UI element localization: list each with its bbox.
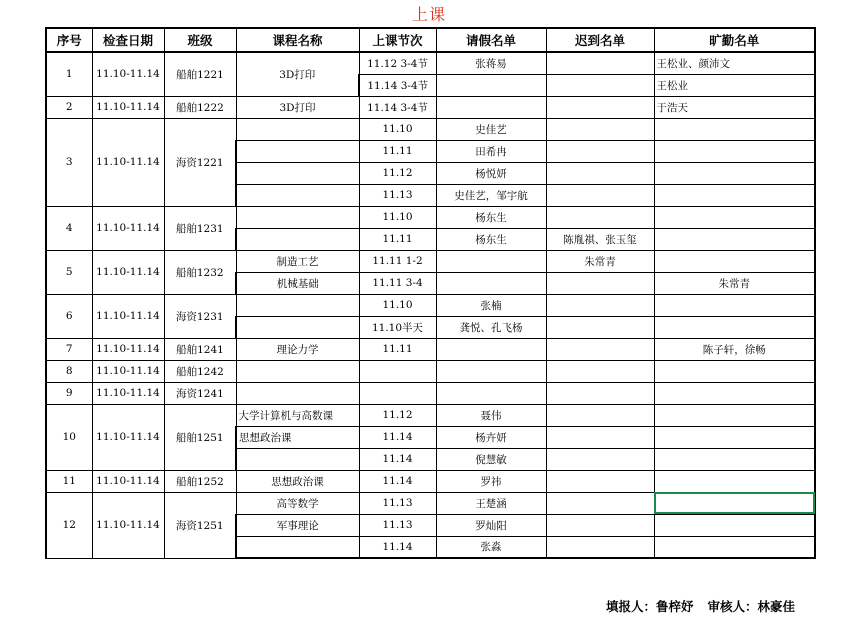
cell-course[interactable] bbox=[236, 118, 359, 140]
cell-period[interactable]: 11.14 bbox=[359, 426, 436, 448]
cell-course[interactable] bbox=[236, 360, 359, 382]
header-cell-class[interactable]: 班级 bbox=[164, 28, 236, 52]
cell-no[interactable]: 10 bbox=[46, 404, 92, 470]
table-row bbox=[46, 206, 815, 228]
cell-absent[interactable] bbox=[654, 426, 815, 448]
cell-leave[interactable] bbox=[436, 382, 546, 404]
cell-period[interactable]: 11.11 bbox=[359, 140, 436, 162]
cell-late[interactable] bbox=[546, 382, 654, 404]
cell-leave[interactable] bbox=[436, 360, 546, 382]
table-row bbox=[46, 360, 815, 382]
cell-period[interactable]: 11.14 3-4节 bbox=[359, 74, 436, 96]
header-cell-course[interactable]: 课程名称 bbox=[236, 28, 359, 52]
cell-course[interactable]: 3D打印 bbox=[236, 52, 359, 96]
header-cell-date[interactable]: 检查日期 bbox=[92, 28, 164, 52]
cell-absent[interactable]: 王松业 bbox=[654, 74, 815, 96]
cell-period[interactable]: 11.13 bbox=[359, 184, 436, 206]
cell-absent[interactable] bbox=[654, 448, 815, 470]
cell-late[interactable] bbox=[546, 316, 654, 338]
table-row bbox=[46, 250, 815, 272]
cell-absent[interactable] bbox=[654, 382, 815, 404]
cell-absent[interactable] bbox=[654, 514, 815, 536]
reviewer-label: 审核人：林豪佳 bbox=[707, 599, 796, 614]
cell-course[interactable] bbox=[236, 184, 359, 206]
cell-period[interactable]: 11.11 3-4 bbox=[359, 272, 436, 294]
cell-class[interactable]: 船舶1231 bbox=[164, 206, 236, 250]
cell-class[interactable]: 船舶1241 bbox=[164, 338, 236, 360]
cell-course[interactable]: 思想政治课 bbox=[236, 426, 359, 448]
cell-absent[interactable] bbox=[654, 492, 815, 514]
cell-late[interactable]: 朱常青 bbox=[546, 250, 654, 272]
cell-leave[interactable]: 史佳艺，邹宇航 bbox=[436, 184, 546, 206]
cell-period[interactable]: 11.10 bbox=[359, 206, 436, 228]
cell-late[interactable] bbox=[546, 162, 654, 184]
cell-absent[interactable]: 王松业、颜沛文 bbox=[654, 52, 815, 74]
sheet-title: 上课 bbox=[411, 5, 446, 24]
cell-leave[interactable] bbox=[436, 338, 546, 360]
cell-leave[interactable] bbox=[436, 272, 546, 294]
cell-late[interactable] bbox=[546, 426, 654, 448]
cell-late[interactable] bbox=[546, 272, 654, 294]
cell-absent[interactable] bbox=[654, 140, 815, 162]
cell-no[interactable]: 5 bbox=[46, 250, 92, 294]
header-cell-leave[interactable]: 请假名单 bbox=[436, 28, 546, 52]
header-cell-absent[interactable]: 旷勤名单 bbox=[654, 28, 815, 52]
cell-course[interactable]: 理论力学 bbox=[236, 338, 359, 360]
cell-absent[interactable] bbox=[654, 184, 815, 206]
cell-date[interactable]: 11.10-11.14 bbox=[92, 250, 164, 294]
cell-leave[interactable] bbox=[436, 250, 546, 272]
cell-date[interactable]: 11.10-11.14 bbox=[92, 294, 164, 338]
cell-period[interactable]: 11.13 bbox=[359, 492, 436, 514]
cell-leave[interactable]: 张蒋易 bbox=[436, 52, 546, 74]
cell-period[interactable]: 11.12 3-4节 bbox=[359, 52, 436, 74]
table-row bbox=[46, 382, 815, 404]
header-cell-period[interactable]: 上课节次 bbox=[359, 28, 436, 52]
cell-leave[interactable]: 龚悦、孔飞杨 bbox=[436, 316, 546, 338]
cell-class[interactable]: 船舶1222 bbox=[164, 96, 236, 118]
cell-leave[interactable]: 倪慧敏 bbox=[436, 448, 546, 470]
cell-absent[interactable] bbox=[654, 470, 815, 492]
cell-late[interactable] bbox=[546, 338, 654, 360]
cell-class[interactable]: 海资1251 bbox=[164, 492, 236, 558]
cell-date[interactable]: 11.10-11.14 bbox=[92, 470, 164, 492]
header-cell-no[interactable]: 序号 bbox=[46, 28, 92, 52]
cell-absent[interactable] bbox=[654, 228, 815, 250]
cell-leave[interactable]: 杨卉妍 bbox=[436, 426, 546, 448]
cell-period[interactable]: 11.14 bbox=[359, 448, 436, 470]
cell-date[interactable]: 11.10-11.14 bbox=[92, 492, 164, 558]
cell-late[interactable]: 陈胤祺、张玉玺 bbox=[546, 228, 654, 250]
table-row bbox=[46, 96, 815, 118]
cell-leave[interactable] bbox=[436, 74, 546, 96]
cell-absent[interactable] bbox=[654, 294, 815, 316]
cell-date[interactable]: 11.10-11.14 bbox=[92, 118, 164, 206]
attendance-table bbox=[45, 27, 816, 559]
cell-leave[interactable]: 王楚涵 bbox=[436, 492, 546, 514]
cell-no[interactable]: 4 bbox=[46, 206, 92, 250]
cell-absent[interactable] bbox=[654, 206, 815, 228]
table-row bbox=[46, 52, 815, 74]
cell-late[interactable] bbox=[546, 96, 654, 118]
cell-period[interactable]: 11.11 bbox=[359, 338, 436, 360]
cell-no[interactable]: 2 bbox=[46, 96, 92, 118]
cell-period[interactable]: 11.12 bbox=[359, 162, 436, 184]
table-row bbox=[46, 470, 815, 492]
table-row bbox=[46, 294, 815, 316]
cell-course[interactable] bbox=[236, 140, 359, 162]
cell-late[interactable] bbox=[546, 52, 654, 74]
table-row bbox=[46, 118, 815, 140]
cell-absent[interactable] bbox=[654, 118, 815, 140]
cell-course[interactable]: 3D打印 bbox=[236, 96, 359, 118]
cell-leave[interactable]: 杨东生 bbox=[436, 206, 546, 228]
cell-no[interactable]: 8 bbox=[46, 360, 92, 382]
cell-no[interactable]: 11 bbox=[46, 470, 92, 492]
cell-absent[interactable] bbox=[654, 316, 815, 338]
cell-course[interactable]: 机械基础 bbox=[236, 272, 359, 294]
cell-no[interactable]: 9 bbox=[46, 382, 92, 404]
cell-late[interactable] bbox=[546, 360, 654, 382]
table-body bbox=[46, 52, 815, 558]
cell-late[interactable] bbox=[546, 74, 654, 96]
cell-late[interactable] bbox=[546, 140, 654, 162]
cell-late[interactable] bbox=[546, 206, 654, 228]
cell-period[interactable] bbox=[359, 360, 436, 382]
cell-absent[interactable] bbox=[654, 250, 815, 272]
cell-leave[interactable]: 杨东生 bbox=[436, 228, 546, 250]
cell-leave[interactable]: 杨悦妍 bbox=[436, 162, 546, 184]
cell-date[interactable]: 11.10-11.14 bbox=[92, 52, 164, 96]
cell-class[interactable]: 海资1221 bbox=[164, 118, 236, 206]
cell-late[interactable] bbox=[546, 184, 654, 206]
filler-label: 填报人：鲁梓妤 bbox=[606, 599, 694, 614]
cell-course[interactable] bbox=[236, 316, 359, 338]
cell-absent[interactable]: 于浩天 bbox=[654, 96, 815, 118]
cell-course[interactable]: 高等数学 bbox=[236, 492, 359, 514]
cell-late[interactable] bbox=[546, 448, 654, 470]
cell-date[interactable]: 11.10-11.14 bbox=[92, 338, 164, 360]
cell-date[interactable]: 11.10-11.14 bbox=[92, 96, 164, 118]
cell-leave[interactable]: 张楠 bbox=[436, 294, 546, 316]
cell-period[interactable]: 11.11 1-2 bbox=[359, 250, 436, 272]
cell-course[interactable]: 大学计算机与高数课 bbox=[236, 404, 359, 426]
cell-class[interactable]: 海资1241 bbox=[164, 382, 236, 404]
cell-course[interactable]: 军事理论 bbox=[236, 514, 359, 536]
cell-date[interactable]: 11.10-11.14 bbox=[92, 404, 164, 470]
signature-footer bbox=[606, 597, 809, 615]
cell-course[interactable] bbox=[236, 448, 359, 470]
cell-late[interactable] bbox=[546, 492, 654, 514]
cell-course[interactable]: 制造工艺 bbox=[236, 250, 359, 272]
cell-class[interactable]: 船舶1221 bbox=[164, 52, 236, 96]
cell-absent[interactable] bbox=[654, 162, 815, 184]
cell-no[interactable]: 7 bbox=[46, 338, 92, 360]
cell-course[interactable] bbox=[236, 294, 359, 316]
cell-class[interactable]: 海资1231 bbox=[164, 294, 236, 338]
cell-leave[interactable]: 罗灿阳 bbox=[436, 514, 546, 536]
cell-leave[interactable]: 张淼 bbox=[436, 536, 546, 558]
cell-period[interactable]: 11.14 bbox=[359, 470, 436, 492]
cell-leave[interactable]: 聂伟 bbox=[436, 404, 546, 426]
cell-date[interactable]: 11.10-11.14 bbox=[92, 382, 164, 404]
cell-absent[interactable] bbox=[654, 536, 815, 558]
cell-absent[interactable] bbox=[654, 360, 815, 382]
cell-course[interactable] bbox=[236, 536, 359, 558]
cell-no[interactable]: 6 bbox=[46, 294, 92, 338]
table-row bbox=[46, 338, 815, 360]
cell-absent[interactable]: 陈子轩，徐畅 bbox=[654, 338, 815, 360]
cell-course[interactable]: 思想政治课 bbox=[236, 470, 359, 492]
cell-course[interactable] bbox=[236, 206, 359, 228]
cell-period[interactable]: 11.11 bbox=[359, 228, 436, 250]
cell-late[interactable] bbox=[546, 514, 654, 536]
cell-period[interactable]: 11.12 bbox=[359, 404, 436, 426]
cell-leave[interactable] bbox=[436, 96, 546, 118]
cell-absent[interactable] bbox=[654, 404, 815, 426]
cell-class[interactable]: 船舶1252 bbox=[164, 470, 236, 492]
cell-date[interactable]: 11.10-11.14 bbox=[92, 360, 164, 382]
cell-period[interactable]: 11.14 bbox=[359, 536, 436, 558]
cell-class[interactable]: 船舶1251 bbox=[164, 404, 236, 470]
cell-class[interactable]: 船舶1242 bbox=[164, 360, 236, 382]
cell-late[interactable] bbox=[546, 470, 654, 492]
cell-leave[interactable]: 罗祎 bbox=[436, 470, 546, 492]
cell-course[interactable] bbox=[236, 228, 359, 250]
header-row bbox=[46, 28, 815, 52]
cell-course[interactable] bbox=[236, 382, 359, 404]
cell-period[interactable]: 11.10 bbox=[359, 118, 436, 140]
header-cell-late[interactable]: 迟到名单 bbox=[546, 28, 654, 52]
cell-no[interactable]: 3 bbox=[46, 118, 92, 206]
cell-leave[interactable]: 田希冉 bbox=[436, 140, 546, 162]
cell-period[interactable]: 11.10 bbox=[359, 294, 436, 316]
cell-leave[interactable]: 史佳艺 bbox=[436, 118, 546, 140]
table-row bbox=[46, 404, 815, 426]
cell-late[interactable] bbox=[546, 118, 654, 140]
cell-late[interactable] bbox=[546, 294, 654, 316]
table-row bbox=[46, 492, 815, 514]
cell-late[interactable] bbox=[546, 404, 654, 426]
cell-course[interactable] bbox=[236, 162, 359, 184]
cell-period[interactable] bbox=[359, 382, 436, 404]
cell-class[interactable]: 船舶1232 bbox=[164, 250, 236, 294]
cell-date[interactable]: 11.10-11.14 bbox=[92, 206, 164, 250]
cell-period[interactable]: 11.13 bbox=[359, 514, 436, 536]
cell-no[interactable]: 1 bbox=[46, 52, 92, 96]
cell-no[interactable]: 12 bbox=[46, 492, 92, 558]
cell-late[interactable] bbox=[546, 536, 654, 558]
cell-absent[interactable]: 朱常青 bbox=[654, 272, 815, 294]
cell-period[interactable]: 11.14 3-4节 bbox=[359, 96, 436, 118]
cell-period[interactable]: 11.10半天 bbox=[359, 316, 436, 338]
